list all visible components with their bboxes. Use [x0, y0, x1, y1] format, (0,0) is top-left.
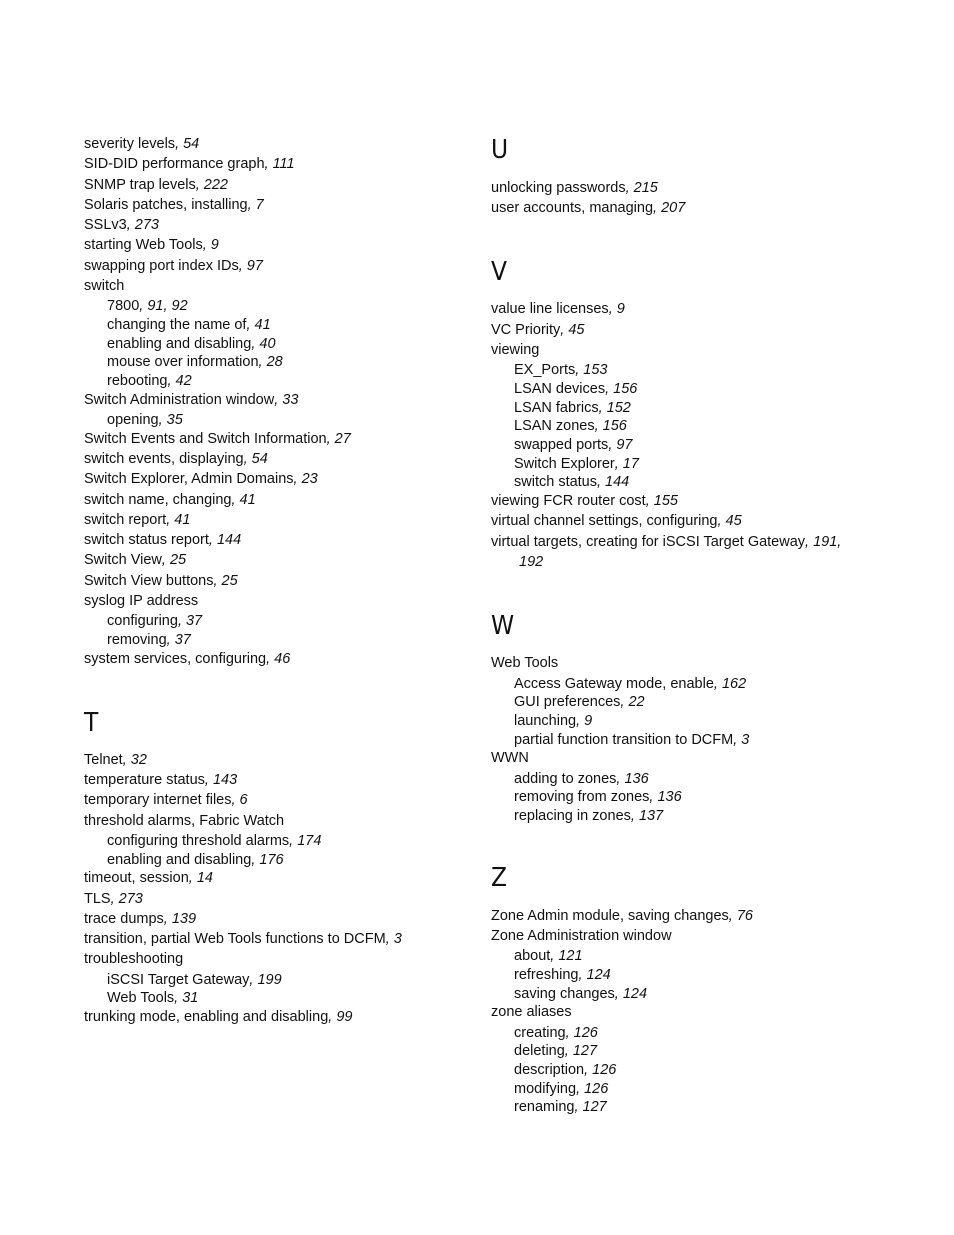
index-subentry	[491, 985, 647, 1003]
index-subentry	[491, 807, 663, 825]
entry-page-ref: , 35	[158, 412, 183, 428]
entry-page-ref: , 45	[560, 322, 585, 338]
entry-term: Web Tools	[107, 990, 175, 1006]
entry-page-ref: , 25	[161, 552, 187, 568]
index-entry	[84, 450, 268, 468]
entry-page-ref: , 215	[625, 180, 658, 196]
entry-term: opening	[107, 412, 159, 428]
entry-page-ref: , 76	[728, 908, 753, 924]
entry-term: switch name, changing	[84, 492, 232, 508]
index-subentry	[491, 947, 583, 965]
index-subentry	[84, 316, 271, 334]
index-subentry	[491, 455, 639, 473]
entry-term: WWN	[491, 750, 529, 766]
index-entry	[84, 277, 124, 295]
entry-term: removing	[107, 632, 167, 648]
entry-page-ref: , 121	[550, 948, 583, 964]
index-entry	[491, 492, 678, 510]
entry-term: troubleshooting	[84, 951, 184, 967]
entry-term: partial function transition to DCFM	[514, 732, 734, 748]
entry-page-ref: , 9	[576, 713, 593, 729]
index-subentry	[491, 436, 633, 454]
entry-term: Switch Events and Switch Information	[84, 431, 327, 447]
entry-page-ref: , 111	[264, 156, 295, 172]
entry-term: switch report	[84, 512, 167, 528]
index-subentry	[84, 832, 321, 850]
entry-page-ref: , 37	[177, 613, 203, 629]
index-entry	[491, 300, 625, 318]
entry-term: starting Web Tools	[84, 237, 203, 253]
index-subentry	[84, 631, 191, 649]
index-entry	[491, 321, 584, 339]
index-entry	[84, 257, 263, 275]
index-subentry	[491, 417, 627, 435]
index-subentry	[491, 1042, 597, 1060]
entry-page-ref: , 40	[251, 336, 276, 352]
index-subentry	[491, 966, 611, 984]
index-entry	[491, 1003, 572, 1021]
entry-term: SID-DID performance graph	[84, 156, 265, 172]
entry-term: value line licenses	[491, 301, 609, 317]
entry-term: Web Tools	[491, 655, 559, 671]
entry-term: switch status report	[84, 532, 209, 548]
entry-page-ref: , 127	[574, 1099, 607, 1115]
entry-term: Zone Admin module, saving changes	[491, 908, 729, 924]
entry-page-ref: , 162	[713, 676, 747, 692]
index-entry	[491, 927, 672, 945]
entry-term: syslog IP address	[84, 593, 199, 609]
entry-page-ref: , 155	[645, 493, 678, 509]
entry-term: about	[514, 948, 551, 964]
index-entry	[84, 791, 248, 809]
index-subentry	[491, 731, 749, 749]
entry-term: SNMP trap levels	[84, 177, 196, 193]
index-subentry	[84, 411, 183, 429]
index-subentry	[491, 675, 746, 693]
entry-page-ref: , 176	[251, 852, 284, 868]
entry-page-ref: , 207	[653, 200, 686, 216]
index-entry	[491, 199, 685, 217]
entry-page-ref: , 199	[249, 972, 282, 988]
index-subentry	[491, 1098, 607, 1116]
entry-page-ref: , 126	[584, 1062, 617, 1078]
entry-term: configuring threshold alarms	[107, 833, 290, 849]
index-subentry	[491, 1024, 598, 1042]
entry-term: VC Priority	[491, 322, 561, 338]
entry-page-ref: , 273	[110, 891, 143, 907]
index-entry	[84, 155, 295, 173]
entry-term: Switch Explorer	[514, 456, 615, 472]
index-entry	[84, 430, 351, 448]
entry-term: configuring	[107, 613, 178, 629]
entry-term: Telnet	[84, 752, 123, 768]
index-subentry	[491, 473, 629, 491]
entry-term: virtual channel settings, configuring	[491, 513, 718, 529]
entry-page-ref: , 23	[293, 471, 318, 487]
entry-term: swapped ports	[514, 437, 609, 453]
entry-term: creating	[514, 1025, 566, 1041]
entry-page-ref: , 17	[614, 456, 639, 472]
entry-term: EX_Ports	[514, 362, 576, 378]
index-entry	[84, 511, 190, 529]
index-subentry	[84, 971, 282, 989]
entry-page-ref: , 97	[238, 258, 263, 274]
entry-page-ref: , 144	[597, 474, 630, 490]
entry-term: adding to zones	[514, 771, 617, 787]
index-entry	[491, 749, 529, 767]
entry-page-ref: , 42	[167, 373, 192, 389]
entry-page-ref: , 31	[174, 990, 199, 1006]
section-letter-t: T	[84, 708, 99, 738]
index-entry	[491, 907, 753, 925]
entry-term: Solaris patches, installing	[84, 197, 248, 213]
entry-page-ref: , 46	[266, 651, 291, 667]
entry-term: trace dumps	[84, 911, 164, 927]
entry-term: temperature status	[84, 772, 205, 788]
index-subentry	[491, 399, 631, 417]
index-entry	[84, 812, 284, 830]
entry-term: Switch View buttons	[84, 573, 214, 589]
index-entry	[491, 341, 539, 359]
entry-term: user accounts, managing	[491, 200, 654, 216]
index-subentry	[491, 788, 682, 806]
index-entry	[491, 512, 742, 530]
entry-term: trunking mode, enabling and disabling	[84, 1009, 329, 1025]
entry-term: enabling and disabling	[107, 336, 252, 352]
entry-term: rebooting	[107, 373, 168, 389]
index-subentry	[84, 335, 276, 353]
entry-term: switch status	[514, 474, 597, 490]
entry-term: saving changes	[514, 986, 615, 1002]
index-entry	[84, 470, 318, 488]
entry-page-ref: 192	[519, 554, 544, 570]
index-entry	[84, 910, 196, 928]
entry-term: Zone Administration window	[491, 928, 672, 944]
index-entry	[84, 135, 199, 153]
entry-page-ref: , 143	[204, 772, 238, 788]
entry-term: transition, partial Web Tools functions to DCFM	[84, 931, 386, 947]
entry-page-ref: , 97	[608, 437, 633, 453]
entry-term: 7800	[107, 298, 140, 314]
entry-page-ref: , 3	[385, 931, 402, 947]
index-entry	[84, 196, 264, 214]
index-entry	[84, 236, 219, 254]
entry-page-ref: , 22	[620, 694, 645, 710]
entry-page-ref: , 41	[231, 492, 256, 508]
entry-page-ref: , 144	[208, 532, 242, 548]
index-subentry	[84, 372, 192, 390]
index-entry	[84, 592, 198, 610]
index-entry	[84, 572, 238, 590]
entry-page-ref: , 174	[289, 833, 322, 849]
entry-page-ref: , 136	[616, 771, 649, 787]
index-entry	[84, 176, 228, 194]
entry-page-ref: , 25	[213, 573, 238, 589]
index-subentry	[491, 770, 649, 788]
index-entry	[84, 890, 143, 908]
entry-term: mouse over information	[107, 354, 259, 370]
entry-term: description	[514, 1062, 585, 1078]
entry-page-ref: , 32	[122, 752, 147, 768]
index-entry	[84, 1008, 352, 1026]
index-entry	[84, 869, 213, 887]
entry-term: LSAN devices	[514, 381, 606, 397]
entry-page-ref: , 153	[575, 362, 608, 378]
entry-page-ref: , 6	[231, 792, 248, 808]
entry-term: temporary internet files	[84, 792, 232, 808]
entry-term: zone aliases	[491, 1004, 572, 1020]
entry-term: system services, configuring	[84, 651, 267, 667]
index-subentry	[84, 851, 284, 869]
index-subentry	[491, 1080, 608, 1098]
entry-page-ref: , 45	[717, 513, 742, 529]
index-subentry	[491, 361, 608, 379]
index-subentry	[491, 1061, 616, 1079]
index-subentry	[84, 989, 198, 1007]
entry-page-ref: , 126	[576, 1081, 609, 1097]
index-entry	[84, 216, 159, 234]
entry-term: changing the name of	[107, 317, 247, 333]
entry-term: LSAN zones	[514, 418, 595, 434]
entry-term: virtual targets, creating for iSCSI Target Gateway	[491, 534, 806, 550]
entry-term: SSLv3	[84, 217, 127, 233]
entry-page-ref: , 91, 92	[139, 298, 188, 314]
entry-page-ref: , 28	[258, 354, 283, 370]
entry-page-ref: , 54	[243, 451, 268, 467]
index-entry	[84, 391, 298, 409]
entry-term: iSCSI Target Gateway	[107, 972, 250, 988]
entry-page-ref: , 156	[605, 381, 638, 397]
entry-page-ref: , 126	[565, 1025, 598, 1041]
entry-term: TLS	[84, 891, 111, 907]
index-entry	[491, 179, 658, 197]
section-letter-u: U	[491, 135, 509, 165]
entry-term: enabling and disabling	[107, 852, 252, 868]
entry-term: switch	[84, 278, 125, 294]
entry-page-ref: , 191,	[805, 534, 842, 550]
entry-page-ref: , 37	[166, 632, 191, 648]
index-entry	[84, 751, 147, 769]
index-subentry	[491, 693, 645, 711]
entry-term: viewing	[491, 342, 540, 358]
index-entry	[491, 654, 558, 672]
entry-page-ref: , 124	[578, 967, 611, 983]
entry-page-ref: , 7	[247, 197, 264, 213]
entry-page-ref: , 54	[175, 136, 200, 152]
entry-page-ref: , 137	[630, 808, 664, 824]
index-subentry	[491, 380, 637, 398]
entry-page-ref: , 41	[246, 317, 271, 333]
entry-term: Access Gateway mode, enable	[514, 676, 714, 692]
entry-page-ref: , 222	[195, 177, 228, 193]
index-entry	[84, 551, 186, 569]
entry-page-ref: , 99	[328, 1009, 353, 1025]
entry-term: timeout, session	[84, 870, 189, 886]
index-entry	[491, 553, 543, 571]
entry-page-ref: , 14	[188, 870, 213, 886]
entry-term: threshold alarms, Fabric Watch	[84, 813, 285, 829]
section-letter-z: Z	[491, 863, 508, 893]
entry-page-ref: , 273	[126, 217, 159, 233]
index-entry	[84, 930, 402, 948]
entry-page-ref: , 9	[608, 301, 625, 317]
entry-page-ref: , 3	[733, 732, 750, 748]
entry-term: refreshing	[514, 967, 579, 983]
index-entry	[84, 950, 183, 968]
index-entry	[84, 650, 290, 668]
entry-page-ref: , 136	[649, 789, 682, 805]
entry-term: Switch Explorer, Admin Domains	[84, 471, 294, 487]
index-subentry	[84, 612, 202, 630]
entry-term: unlocking passwords	[491, 180, 626, 196]
index-entry	[491, 533, 841, 551]
index-subentry	[491, 712, 592, 730]
entry-page-ref: , 152	[598, 400, 631, 416]
section-letter-v: V	[491, 257, 507, 287]
entry-term: replacing in zones	[514, 808, 631, 824]
entry-term: viewing FCR router cost	[491, 493, 646, 509]
index-entry	[84, 491, 256, 509]
entry-page-ref: , 156	[594, 418, 627, 434]
entry-page-ref: , 124	[614, 986, 648, 1002]
entry-term: severity levels	[84, 136, 176, 152]
index-entry	[84, 531, 241, 549]
index-subentry	[84, 353, 283, 371]
entry-term: GUI preferences	[514, 694, 621, 710]
entry-page-ref: , 139	[163, 911, 197, 927]
entry-page-ref: , 127	[564, 1043, 598, 1059]
entry-page-ref: , 41	[166, 512, 191, 528]
section-letter-w: W	[491, 611, 515, 641]
entry-page-ref: , 33	[274, 392, 299, 408]
entry-term: deleting	[514, 1043, 565, 1059]
entry-term: modifying	[514, 1081, 577, 1097]
entry-page-ref: , 27	[326, 431, 351, 447]
entry-page-ref: , 9	[202, 237, 219, 253]
entry-term: LSAN fabrics	[514, 400, 599, 416]
entry-term: removing from zones	[514, 789, 650, 805]
entry-term: swapping port index IDs	[84, 258, 239, 274]
index-subentry	[84, 297, 188, 315]
entry-term: Switch View	[84, 552, 162, 568]
entry-term: launching	[514, 713, 577, 729]
entry-term: switch events, displaying	[84, 451, 244, 467]
index-entry	[84, 771, 237, 789]
entry-term: renaming	[514, 1099, 575, 1115]
entry-term: Switch Administration window	[84, 392, 275, 408]
